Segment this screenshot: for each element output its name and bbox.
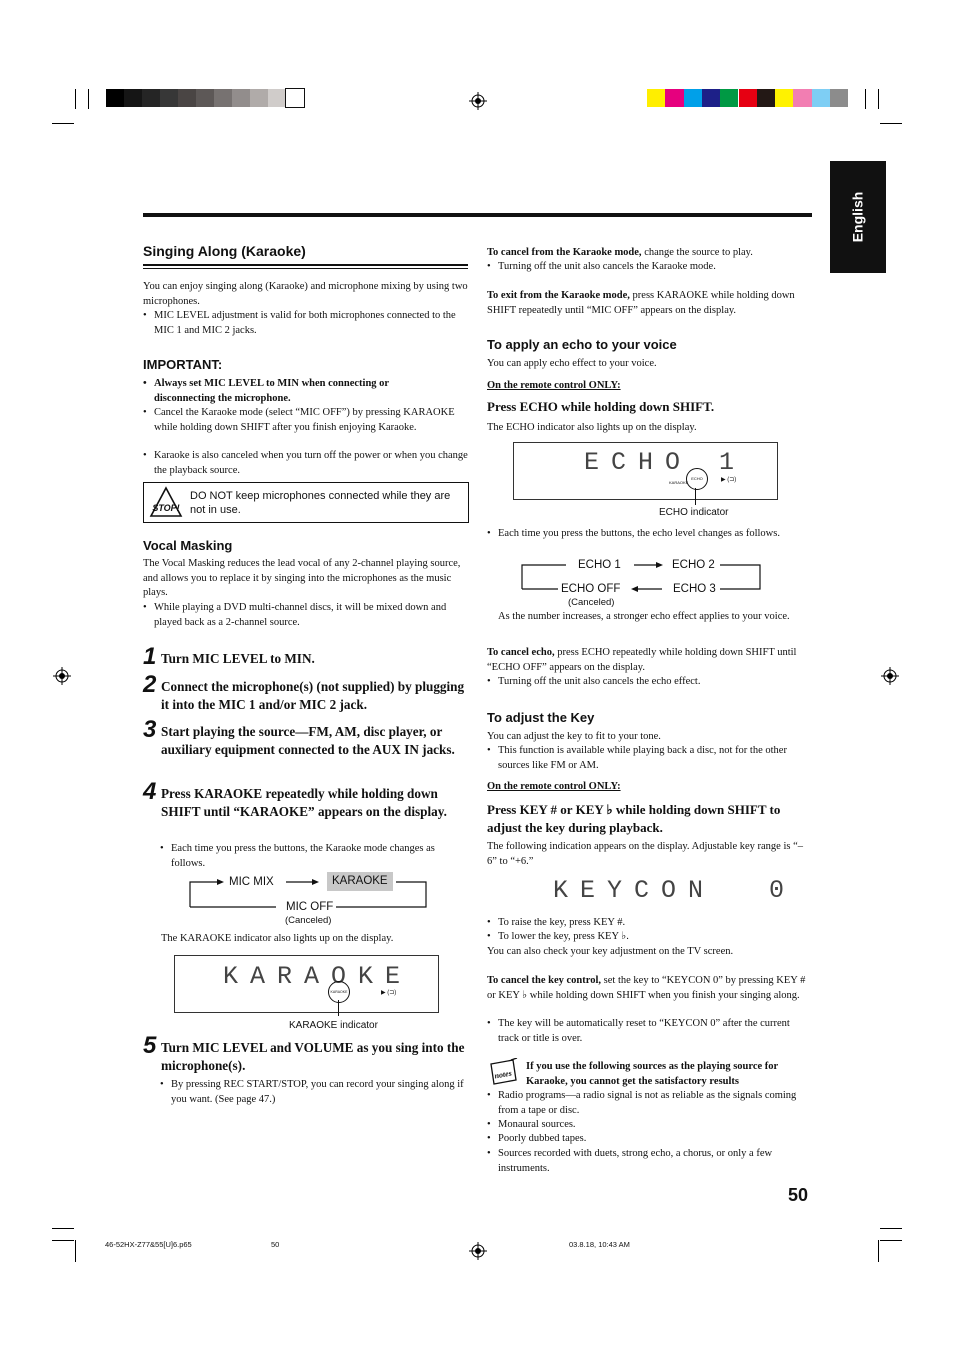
indicator-line [338, 1000, 339, 1016]
registration-mark-icon [469, 1242, 487, 1260]
cancel-key-text [487, 974, 812, 1003]
echo-bullet: • Each time you press the buttons, the echo level changes as follows. [487, 527, 812, 542]
echo-display-text: ECHO 1 [584, 448, 747, 477]
notes-icon [487, 1058, 519, 1086]
step-text: Start playing the source—FM, AM, disc player, or auxiliary equipment connected to the AUX IN jacks. [161, 724, 455, 757]
step-text: Press KARAOKE repeatedly while holding down SHIFT until “KARAOKE” appears on the display. [161, 786, 447, 819]
echo-cycle-diagram [518, 556, 764, 596]
key-tv-text: You can also check your key adjustment on the TV screen. [487, 946, 734, 957]
color-swatch [665, 89, 683, 107]
echo-intro: You can apply echo effect to your voice. [487, 358, 657, 369]
color-swatch [178, 89, 196, 107]
vocal-masking-text: The Vocal Masking reduces the lead vocal of any 2-channel playing source, and allows you to replace it by singing into the microphones as the music plays. [143, 558, 461, 599]
section-title: Singing Along (Karaoke) [143, 243, 306, 259]
step-number: 5 [143, 1032, 157, 1059]
color-swatch [647, 89, 665, 107]
important-bullet: • Cancel the Karaoke mode (select “MIC OFF”) by pressing KARAOKE while holding down SHIFT after you finish enjoying Karaoke. [143, 406, 468, 435]
karaoke-indicator-badge [328, 981, 350, 1003]
stop-icon-label: STOP! [152, 503, 180, 513]
cancel-key-rest: set the key to “KEYCON 0” by pressing KEY # or KEY ♭ while holding down SHIFT when you finish your singing along. [487, 975, 806, 1001]
stop-warning-icon [149, 486, 183, 518]
step-number: 1 [143, 643, 157, 670]
play-indicator-icon: ▶ (⊐) [381, 990, 397, 996]
exit-karaoke-bold: To exit from the Karaoke mode, [487, 290, 630, 301]
echo-display-panel [513, 442, 778, 500]
echo-cycle-3: ECHO 3 [673, 583, 716, 595]
important-heading: IMPORTANT: [143, 357, 223, 372]
echo-lit-text: The ECHO indicator also lights up on the display. [487, 422, 697, 433]
header-rule [143, 213, 812, 217]
echo-indicator-badge [686, 468, 708, 490]
cycle-mic-mix: MIC MIX [229, 876, 274, 888]
footer-page: 50 [271, 1240, 280, 1249]
footer-file: 46-52HX-Z77&55[U]6.p65 [105, 1240, 192, 1249]
footer-date: 03.8.18, 10:43 AM [569, 1240, 630, 1249]
karaoke-indicator-label: KARAOKE indicator [289, 1020, 378, 1031]
color-swatch [124, 89, 142, 107]
title-rule-thin [143, 268, 468, 269]
step-number: 4 [143, 778, 157, 805]
step-text: Turn MIC LEVEL and VOLUME as you sing into the microphone(s). [161, 1040, 465, 1073]
echo-display-small: KARAOKE [669, 480, 689, 485]
cancel-echo-bold: To cancel echo, [487, 647, 555, 658]
language-tab-label: English [849, 191, 866, 243]
key-instruction: Press KEY # or KEY ♭ while holding down SHIFT to adjust the key during playback. [487, 802, 781, 835]
step-text: Connect the microphone(s) (not supplied) by plugging it into the MIC 1 and/or MIC 2 jack. [161, 679, 465, 712]
registration-mark-icon [53, 667, 71, 685]
step5-bullet: • By pressing REC START/STOP, you can record your singing along if you want. (See page 47.) [160, 1078, 471, 1107]
cancel-echo-rest: press ECHO repeatedly while holding down SHIFT until “ECHO OFF” appears on the display. [487, 647, 797, 673]
cycle-mic-off: MIC OFF [286, 901, 334, 913]
color-swatch [106, 89, 124, 107]
key-bullet: • This function is available while playing back a disc, not for the other sources like FM or AM. [487, 744, 812, 773]
step-number: 3 [143, 716, 157, 743]
cancel-karaoke-bold: To cancel from the Karaoke mode, [487, 247, 642, 258]
echo-cycle-1: ECHO 1 [578, 559, 621, 571]
intro-bullet: • MIC LEVEL adjustment is valid for both microphones connected to the MIC 1 and MIC 2 jacks. [143, 309, 468, 338]
karaoke-display-panel [174, 955, 439, 1013]
notes-bullet: • Sources recorded with duets, strong echo, a chorus, or only a few instruments. [487, 1147, 812, 1176]
color-swatch [720, 89, 738, 107]
cancel-karaoke-rest: change the source to play. [641, 247, 753, 258]
echo-instruction: Press ECHO while holding down SHIFT. [487, 399, 715, 414]
title-rule [143, 264, 468, 266]
notes-bullet: • Radio programs—a radio signal is not as reliable as the signals coming from a tape or disc. [487, 1089, 812, 1118]
important-bullet: • Karaoke is also canceled when you turn off the power or when you change the playback source. [143, 449, 468, 478]
cancel-karaoke-bullet: • Turning off the unit also cancels the Karaoke mode. [487, 260, 812, 275]
notes-bullet: • Monaural sources. [487, 1118, 812, 1133]
step-number: 2 [143, 671, 157, 698]
karaoke-display-text: KARAOKE [223, 962, 413, 991]
indicator-line [695, 488, 696, 505]
cancel-echo-bullet: • Turning off the unit also cancels the echo effect. [487, 675, 812, 690]
karaoke-badge-label: KARAOKE [330, 990, 348, 994]
notes-heading: If you use the following sources as the playing source for Karaoke, you cannot get the satisfactory results [526, 1061, 779, 1087]
echo-cycle-canceled: (Canceled) [568, 597, 615, 608]
registration-mark-icon [881, 667, 899, 685]
step4-bullet: • Each time you press the buttons, the Karaoke mode changes as follows. [160, 842, 469, 871]
color-swatch [142, 89, 160, 107]
vocal-masking-heading: Vocal Masking [143, 538, 233, 553]
exit-karaoke-rest: press KARAOKE while holding down SHIFT repeatedly until “MIC OFF” appears on the display. [487, 290, 795, 316]
notes-icon-label: notes [493, 1068, 513, 1081]
color-swatch [160, 89, 178, 107]
color-swatch [702, 89, 720, 107]
echo-badge-label: ECHO [691, 476, 703, 481]
page-number: 50 [788, 1185, 809, 1205]
color-swatch [268, 89, 286, 107]
key-raise-bullet: • To raise the key, press KEY #. [487, 916, 812, 931]
color-swatch [232, 89, 250, 107]
color-swatch [793, 89, 811, 107]
color-swatch [196, 89, 214, 107]
karaoke-indicator-text: The KARAOKE indicator also lights up on the display. [161, 933, 394, 944]
color-swatch [250, 89, 268, 107]
echo-indicator-label: ECHO indicator [659, 507, 729, 518]
notes-bullet: • Poorly dubbed tapes. [487, 1132, 812, 1147]
cycle-canceled: (Canceled) [285, 915, 332, 926]
echo-cycle-off: ECHO OFF [561, 583, 621, 595]
color-swatch [739, 89, 757, 107]
color-swatch [812, 89, 830, 107]
cycle-karaoke: KARAOKE [327, 872, 393, 891]
key-indication-text: The following indication appears on the display. Adjustable key range is “–6” to “+6.” [487, 841, 803, 867]
echo-cycle-2: ECHO 2 [672, 559, 715, 571]
step-text: Turn MIC LEVEL to MIN. [161, 651, 315, 666]
remote-only-label-2: On the remote control ONLY: [487, 781, 621, 792]
cancel-key-bold: To cancel the key control, [487, 975, 602, 986]
vocal-masking-bullet: • While playing a DVD multi-channel discs, it will be mixed down and played back as a 2-channel source. [143, 601, 468, 630]
color-swatch [757, 89, 775, 107]
key-lower-bullet: • To lower the key, press KEY ♭. [487, 930, 812, 945]
play-indicator-icon: ▶ (⊐) [721, 477, 737, 483]
color-swatch [830, 89, 848, 107]
cancel-key-bullet: • The key will be automatically reset to “KEYCON 0” after the current track or title is over. [487, 1017, 812, 1046]
cancel-echo-text [487, 646, 812, 675]
caution-text: DO NOT keep microphones connected while they are not in use. [190, 490, 451, 516]
cancel-karaoke-text [487, 246, 812, 261]
color-swatch [684, 89, 702, 107]
caution-box [143, 482, 469, 523]
key-intro: You can adjust the key to fit to your tone. [487, 731, 661, 742]
language-tab [830, 161, 886, 273]
key-display-text: KEYCON 0 [553, 876, 797, 905]
exit-karaoke-text [487, 289, 812, 318]
echo-increase-text: As the number increases, a stronger echo effect applies to your voice. [498, 611, 790, 622]
color-swatch [775, 89, 793, 107]
key-heading: To adjust the Key [487, 710, 595, 725]
intro-text: You can enjoy singing along (Karaoke) and microphone mixing by using two microphones. [143, 281, 468, 307]
color-swatch [286, 89, 304, 107]
color-swatch [214, 89, 232, 107]
registration-mark-icon [469, 92, 487, 110]
important-bullet: • Always set MIC LEVEL to MIN when connecting or disconnecting the microphone. [143, 377, 434, 406]
remote-only-label: On the remote control ONLY: [487, 380, 621, 391]
echo-heading: To apply an echo to your voice [487, 337, 677, 352]
